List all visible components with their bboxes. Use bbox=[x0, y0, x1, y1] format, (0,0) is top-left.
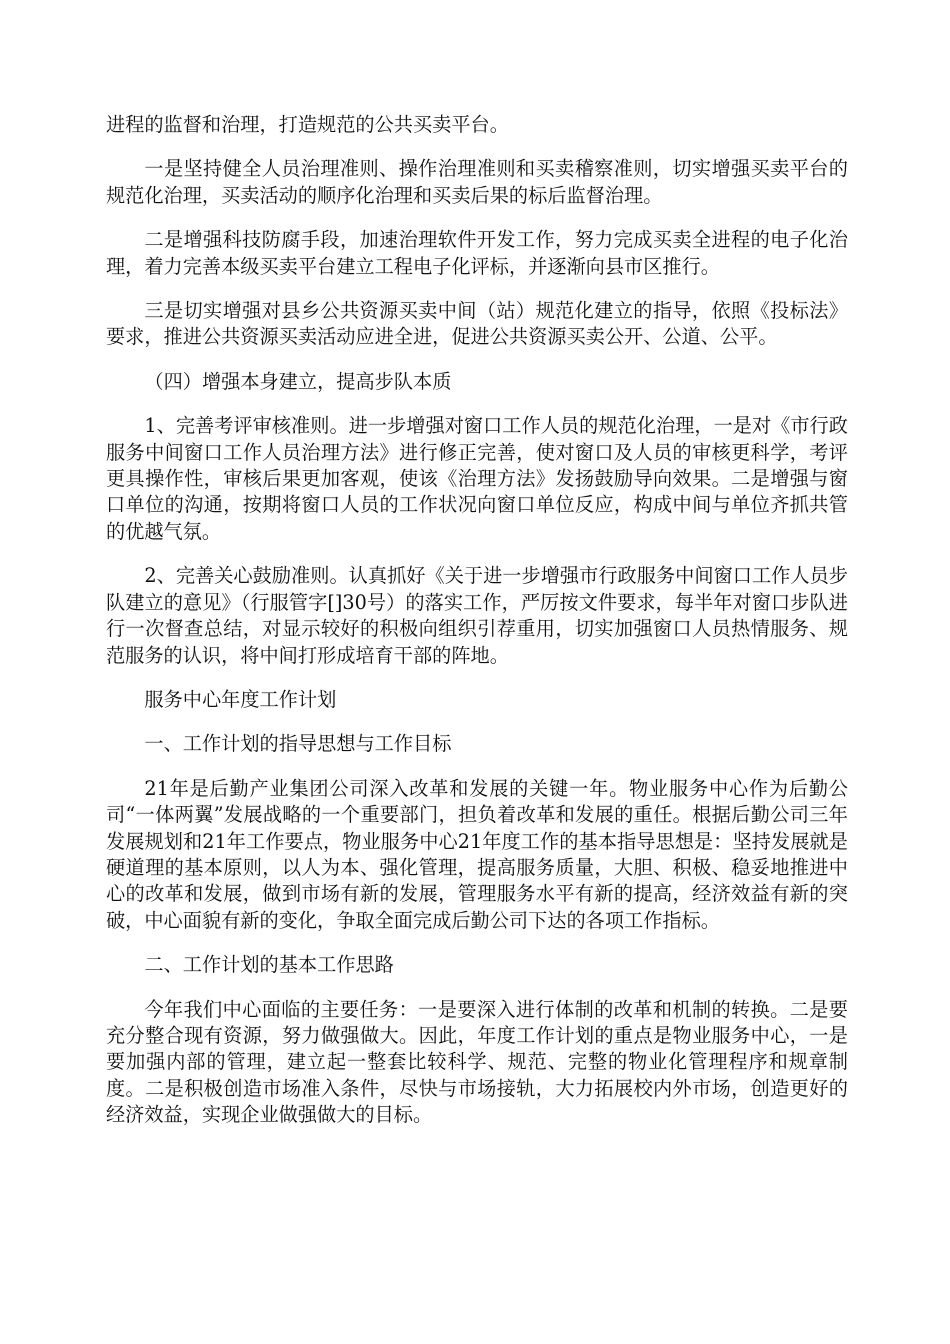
section-heading-four: （四）增强本身建立，提高步队本质 bbox=[144, 369, 452, 393]
section-heading-two: 二、工作计划的基本工作思路 bbox=[144, 953, 394, 977]
paragraph-point-one: 1、完善考评审核准则。进一步增强对窗口工作人员的规范化治理，一是对《市行政服务中间窗口工作人员治理方法》进行修正完善，使对窗口及人员的审核更科学，考评更具操作性，审核后果更加客观，使该《治理方法》发扬鼓励导向效果。二是增强与窗口单位的沟通，按期将窗口人员的工作状况向窗口单位反应，构成中间与单位齐抓共管的优越气氛。 bbox=[106, 414, 848, 543]
paragraph-item-one: 一是坚持健全人员治理准则、操作治理准则和买卖稽察准则，切实增强买卖平台的规范化治理，买卖活动的顺序化治理和买卖后果的标后监督治理。 bbox=[106, 157, 848, 207]
paragraph-item-three: 三是切实增强对县乡公共资源买卖中间（站）规范化建立的指导，依照《投标法》要求，推进公共资源买卖活动应进全进，促进公共资源买卖公开、公道、公平。 bbox=[106, 299, 848, 349]
paragraph-point-two: 2、完善关心鼓励准则。认真抓好《关于进一步增强市行政服务中间窗口工作人员步队建立的意见》（行服管字[]30号）的落实工作，严厉按文件要求，每半年对窗口步队进行一次督查总结，对显示较好的积极向组织引荐重用，切实加强窗口人员热情服务、规范服务的认识，将中间打形成培育干部的阵地。 bbox=[106, 564, 848, 667]
section-heading-one: 一、工作计划的指导思想与工作目标 bbox=[144, 732, 452, 756]
paragraph-guiding-thought: 21年是后勤产业集团公司深入改革和发展的关键一年。物业服务中心作为后勤公司“一体两翼”发展战略的一个重要部门，担负着改革和发展的重任。根据后勤公司三年发展规划和21年工作要点，物业服务中心21年度工作的基本指导思想是：坚持发展就是硬道理的基本原则，以人为本、强化管理，提高服务质量，大胆、积极、稳妥地推进中心的改革和发展，做到市场有新的发展，管理服务水平有新的提高，经济效益有新的突破，中心面貌有新的变化，争取全面完成后勤公司下达的各项工作指标。 bbox=[106, 776, 848, 932]
document-title: 服务中心年度工作计划 bbox=[144, 687, 337, 711]
paragraph-main-tasks: 今年我们中心面临的主要任务：一是要深入进行体制的改革和机制的转换。二是要充分整合现有资源，努力做强做大。因此，年度工作计划的重点是物业服务中心，一是要加强内部的管理，建立起一整套比较科学、规范、完整的物业化管理程序和规章制度。二是积极创造市场准入条件，尽快与市场接轨，大力拓展校内外市场，创造更好的经济效益，实现企业做强做大的目标。 bbox=[106, 997, 848, 1127]
paragraph-continuation: 进程的监督和治理，打造规范的公共买卖平台。 bbox=[106, 113, 509, 136]
paragraph-item-two: 二是增强科技防腐手段，加速治理软件开发工作，努力完成买卖全进程的电子化治理，着力完善本级买卖平台建立工程电子化评标，并逐渐向县市区推行。 bbox=[106, 228, 848, 278]
document-page bbox=[106, 112, 848, 1147]
